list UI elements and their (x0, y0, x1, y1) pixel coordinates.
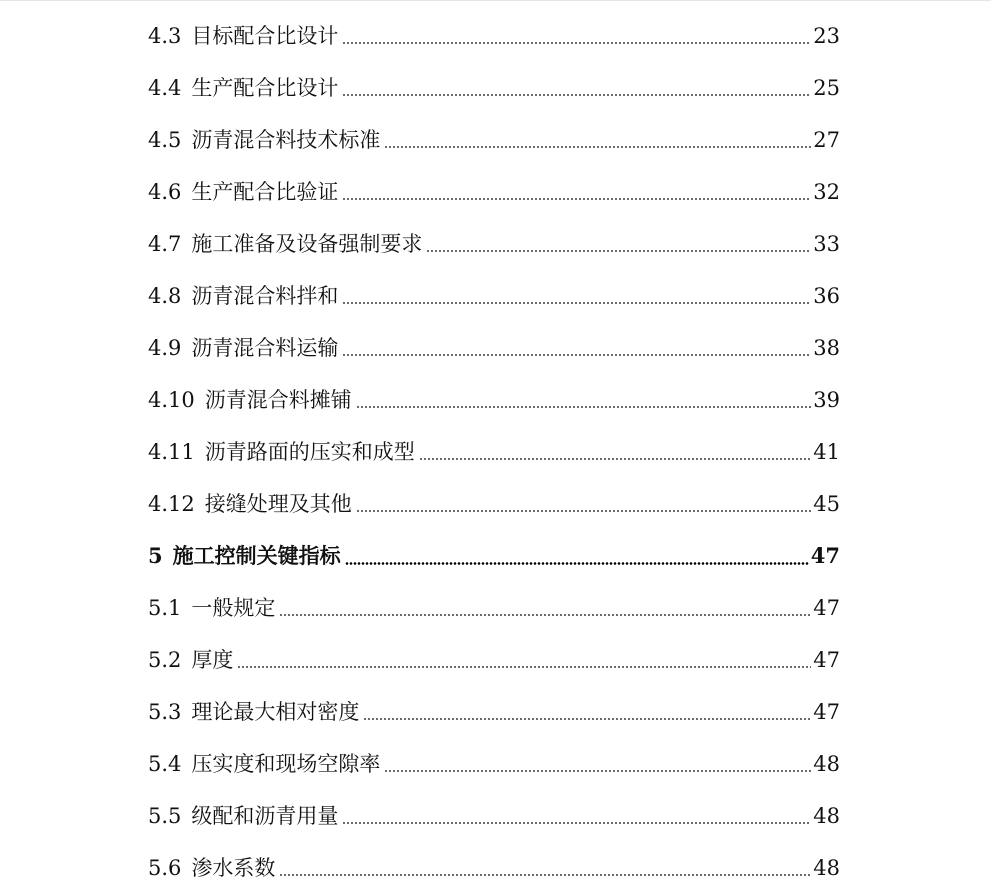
toc-section-entry[interactable] (148, 426, 840, 478)
toc-entry-page-number: 47 (813, 700, 840, 724)
dot-leader (363, 718, 811, 720)
dot-leader (419, 458, 812, 460)
toc-entry-title: 沥青路面的压实和成型 (204, 440, 415, 464)
toc-section-entry[interactable] (148, 322, 840, 374)
toc-section-entry[interactable] (148, 270, 840, 322)
dot-leader (342, 94, 811, 96)
toc-entry-page-number: 41 (813, 440, 840, 464)
toc-entry-title: 沥青混合料摊铺 (204, 388, 352, 412)
toc-section-entry[interactable] (148, 10, 840, 62)
toc-entry-title: 厚度 (191, 648, 234, 672)
dot-leader (345, 562, 809, 565)
toc-entry-title: 沥青混合料拌和 (191, 284, 339, 308)
toc-entry-title: 施工准备及设备强制要求 (191, 232, 423, 256)
dot-leader (279, 614, 811, 616)
dot-leader (342, 354, 811, 356)
toc-entry-page-number: 48 (813, 804, 840, 828)
dot-leader (384, 146, 811, 148)
toc-section-entry[interactable] (148, 374, 840, 426)
toc-section-entry[interactable] (148, 634, 840, 686)
toc-entry-number: 4.10 (148, 388, 195, 412)
toc-entry-page-number: 48 (813, 752, 840, 776)
dot-leader (342, 822, 811, 824)
toc-entry-number: 5.2 (148, 648, 182, 672)
toc-section-entry[interactable] (148, 842, 840, 894)
dot-leader (342, 302, 811, 304)
toc-entry-title: 目标配合比设计 (191, 24, 339, 48)
dot-leader (342, 198, 811, 200)
toc-entry-number: 4.8 (148, 284, 182, 308)
toc-entry-number: 4.5 (148, 128, 182, 152)
toc-section-entry[interactable] (148, 114, 840, 166)
toc-entry-page-number: 23 (813, 24, 840, 48)
toc-entry-title: 压实度和现场空隙率 (191, 752, 381, 776)
toc-section-entry[interactable] (148, 738, 840, 790)
toc-entry-title: 生产配合比设计 (191, 76, 339, 100)
toc-entry-title: 沥青混合料技术标准 (191, 128, 381, 152)
toc-entry-number: 5.3 (148, 700, 182, 724)
toc-section-entry[interactable] (148, 218, 840, 270)
toc-entry-page-number: 45 (813, 492, 840, 516)
dot-leader (342, 42, 811, 44)
toc-entry-title: 生产配合比验证 (191, 180, 339, 204)
toc-entry-page-number: 32 (813, 180, 840, 204)
dot-leader (356, 406, 812, 408)
toc-entry-title: 理论最大相对密度 (191, 700, 360, 724)
toc-chapter-entry[interactable] (148, 530, 840, 582)
toc-entry-number: 4.6 (148, 180, 182, 204)
toc-entry-page-number: 47 (813, 648, 840, 672)
page-top-edge (0, 0, 991, 1)
toc-entry-number: 4.7 (148, 232, 182, 256)
toc-entry-number: 4.9 (148, 336, 182, 360)
toc-entry-number: 5.4 (148, 752, 182, 776)
toc-entry-number: 4.12 (148, 492, 195, 516)
toc-entry-page-number: 25 (813, 76, 840, 100)
toc-entry-number: 4.11 (148, 440, 195, 464)
toc-entry-page-number: 47 (813, 596, 840, 620)
toc-section-entry[interactable] (148, 686, 840, 738)
toc-entry-title: 施工控制关键指标 (172, 543, 341, 568)
toc-section-entry[interactable] (148, 582, 840, 634)
dot-leader (356, 510, 812, 512)
table-of-contents (148, 10, 840, 894)
toc-entry-number: 5.6 (148, 856, 182, 880)
toc-section-entry[interactable] (148, 166, 840, 218)
toc-entry-number: 4.4 (148, 76, 182, 100)
toc-entry-page-number: 27 (813, 128, 840, 152)
toc-entry-page-number: 39 (813, 388, 840, 412)
toc-entry-page-number: 48 (813, 856, 840, 880)
toc-entry-title: 一般规定 (191, 596, 276, 620)
toc-entry-page-number: 38 (813, 336, 840, 360)
dot-leader (384, 770, 811, 772)
toc-section-entry[interactable] (148, 478, 840, 530)
toc-section-entry[interactable] (148, 62, 840, 114)
toc-entry-title: 渗水系数 (191, 856, 276, 880)
toc-entry-page-number: 33 (813, 232, 840, 256)
toc-entry-title: 级配和沥青用量 (191, 804, 339, 828)
dot-leader (237, 666, 811, 668)
dot-leader (279, 874, 811, 876)
toc-entry-number: 5.5 (148, 804, 182, 828)
toc-section-entry[interactable] (148, 790, 840, 842)
toc-entry-number: 5 (148, 543, 163, 568)
toc-entry-number: 4.3 (148, 24, 182, 48)
toc-entry-title: 沥青混合料运输 (191, 336, 339, 360)
toc-entry-title: 接缝处理及其他 (204, 492, 352, 516)
toc-entry-page-number: 47 (810, 543, 840, 568)
toc-entry-page-number: 36 (813, 284, 840, 308)
dot-leader (426, 250, 811, 252)
toc-entry-number: 5.1 (148, 596, 182, 620)
